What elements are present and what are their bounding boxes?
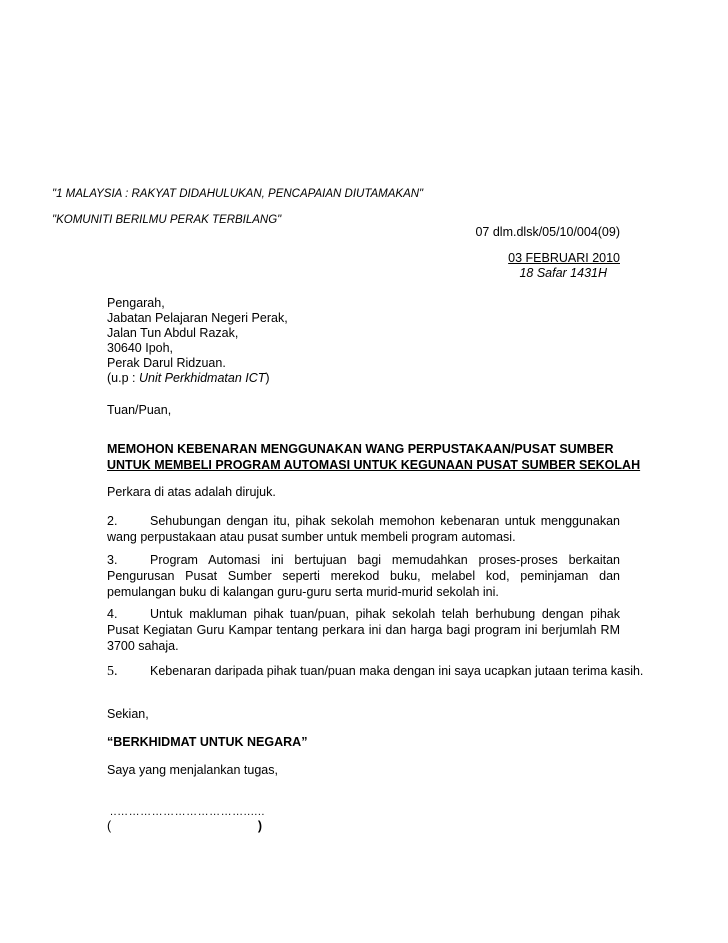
paragraph-number: 4. [107, 607, 118, 621]
subject-line-1: MEMOHON KEBENARAN MENGGUNAKAN WANG PERPUSTAKAAN/PUSAT SUMBER [107, 442, 614, 456]
paragraph-4 [107, 606, 620, 654]
subject-heading [107, 441, 641, 473]
intro-text: Perkara di atas adalah dirujuk. [107, 485, 276, 499]
address-line: Pengarah, [107, 296, 165, 310]
motto-1malaysia: "1 MALAYSIA : RAKYAT DIDAHULUKAN, PENCAPAIAN DIUTAMAKAN" [52, 188, 424, 200]
paragraph-text: Program Automasi ini bertujuan bagi memudahkan proses-proses berkaitan Pengurusan Pusat Sumber seperti merekod buku, melabel kod, peminjaman dan pemulangan buku di kalangan guru-guru serta murid-murid sekolah ini. [107, 553, 620, 599]
closing-servant: Saya yang menjalankan tugas, [107, 763, 278, 777]
letter-mottos [52, 186, 423, 228]
paren-open: ( [107, 819, 112, 833]
attention-unit: Unit Perkhidmatan ICT [138, 371, 266, 385]
address-line: Perak Darul Ridzuan. [107, 356, 226, 370]
paragraph-text: Untuk makluman pihak tuan/puan, pihak sekolah telah berhubung dengan pihak Pusat Kegiatan Guru Kampar tentang perkara ini dan harga bagi program ini berjumlah RM 3700 sahaja. [107, 607, 620, 653]
paragraph-text: Kebenaran daripada pihak tuan/puan maka dengan ini saya ucapkan jutaan terima kasih. [150, 664, 644, 678]
letter-date: 03 FEBRUARI 2010 [508, 251, 620, 265]
address-line: Jabatan Pelajaran Negeri Perak, [107, 311, 288, 325]
paragraph-5 [107, 663, 644, 680]
subject-line-2: UNTUK MEMBELI PROGRAM AUTOMASI UNTUK KEGUNAAN PUSAT SUMBER SEKOLAH [107, 458, 641, 472]
reference-number: 07 dlm.dlsk/05/10/004(09) [475, 225, 620, 239]
paragraph-number: 3. [107, 553, 118, 567]
paragraph-text: Sehubungan dengan itu, pihak sekolah memohon kebenaran untuk menggunakan wang perpustakaan atau pusat sumber untuk membeli program automasi. [107, 514, 620, 544]
recipient-address [107, 295, 288, 385]
signature-line: ..……………………………...... [110, 806, 265, 818]
motto-komuniti: "KOMUNITI BERILMU PERAK TERBILANG" [52, 214, 282, 226]
attention-line: (u.p : Unit Perkhidmatan ICT) [107, 371, 270, 385]
closing-motto: “BERKHIDMAT UNTUK NEGARA” [107, 735, 308, 749]
address-line: 30640 Ipoh, [107, 341, 174, 355]
paren-close: ) [257, 819, 262, 833]
paragraph-2 [107, 513, 620, 545]
closing-sekian: Sekian, [107, 707, 149, 721]
paragraph-number: 5. [107, 664, 118, 679]
paragraph-number: 2. [107, 514, 118, 528]
address-line: Jalan Tun Abdul Razak, [107, 326, 239, 340]
signature-name-bracket [107, 818, 262, 834]
salutation: Tuan/Puan, [107, 403, 172, 417]
paragraph-3 [107, 552, 620, 600]
hijri-date: 18 Safar 1431H [519, 266, 607, 280]
